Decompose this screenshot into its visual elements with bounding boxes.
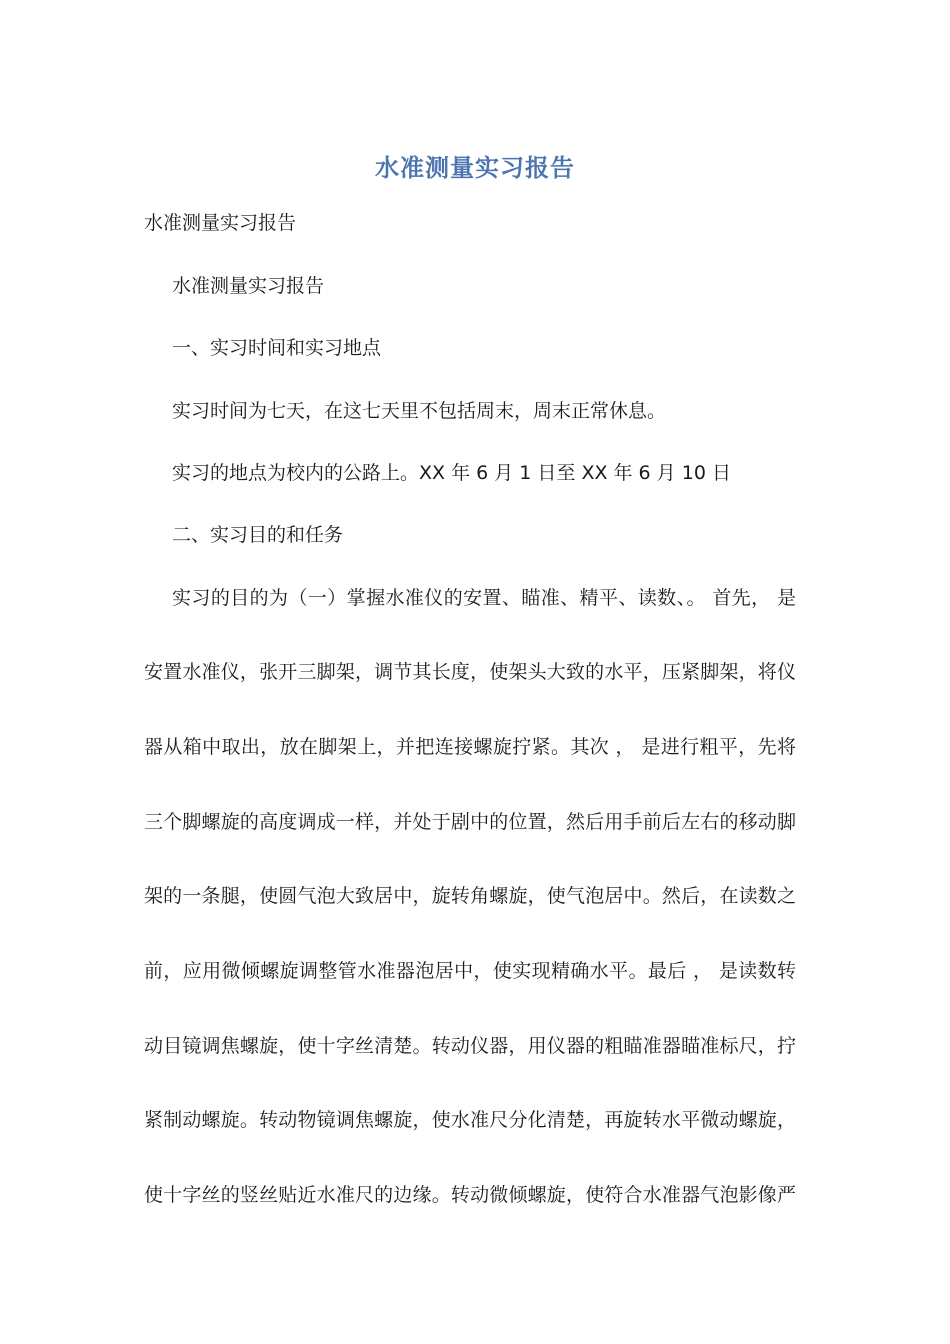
body-line: 架的一条腿，使圆气泡大致居中，旋转角螺旋，使气泡居中。然后，在读数之 [144, 885, 796, 907]
section-heading-time-place: 一、实习时间和实习地点 [172, 337, 382, 359]
body-line: 安置水准仪，张开三脚架，调节其长度，使架头大致的水平，压紧脚架，将仪 [144, 661, 796, 683]
section-heading-purpose: 二、实习目的和任务 [172, 524, 344, 546]
body-line: 动目镜调焦螺旋，使十字丝清楚。转动仪器，用仪器的粗瞄准器瞄准标尺，拧 [144, 1035, 796, 1057]
paragraph-duration: 实习时间为七天，在这七天里不包括周末，周末正常休息。 [172, 400, 667, 422]
paragraph-location: 实习的地点为校内的公路上。XX 年 6 月 1 日至 XX 年 6 月 10 日 [172, 462, 731, 484]
body-line: 紧制动螺旋。转动物镜调焦螺旋，使水准尺分化清楚，再旋转水平微动螺旋， [144, 1109, 796, 1131]
body-line: 器从箱中取出，放在脚架上，并把连接螺旋拧紧。其次 ， 是进行粗平，先将 [144, 736, 796, 758]
body-line: 使十字丝的竖丝贴近水准尺的边缘。转动微倾螺旋，使符合水准器气泡影像严 [144, 1184, 796, 1206]
paragraph-report-heading: 水准测量实习报告 [172, 275, 325, 297]
document-subtitle: 水准测量实习报告 [144, 212, 297, 234]
body-line: 三个脚螺旋的高度调成一样，并处于剧中的位置，然后用手前后左右的移动脚 [144, 811, 796, 833]
body-line: 实习的目的为（一）掌握水准仪的安置、瞄准、精平、读数、。 首先， 是 [172, 587, 796, 609]
document-title: 水准测量实习报告 [375, 153, 575, 182]
body-line: 前，应用微倾螺旋调整管水准器泡居中，使实现精确水平。最后 ， 是读数转 [144, 960, 796, 982]
